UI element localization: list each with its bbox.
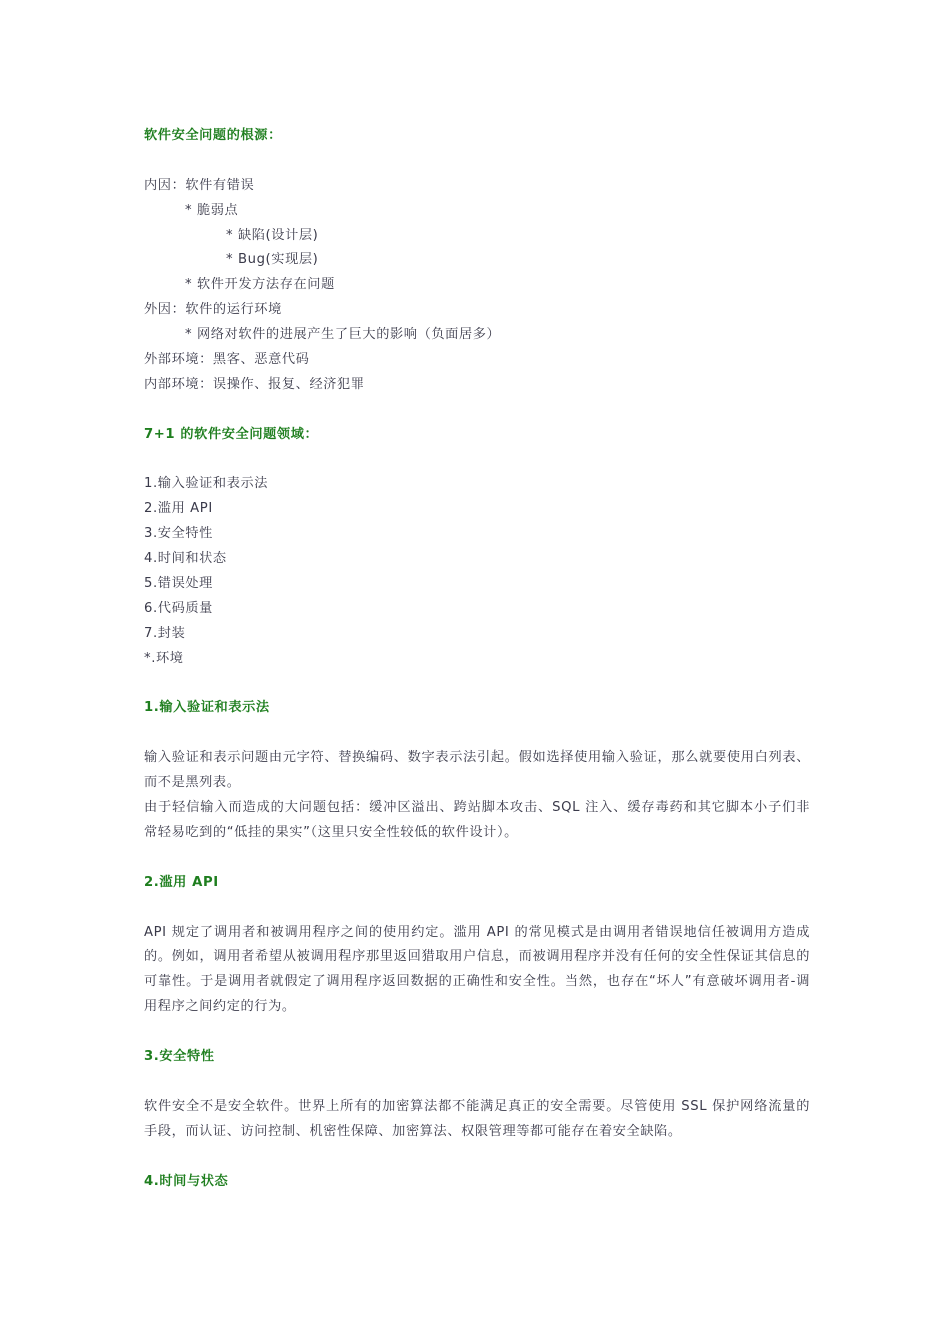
- domain-list-item: 4.时间和状态: [144, 551, 227, 567]
- heading-input-validation: 1.输入验证和表示法: [144, 700, 270, 716]
- domain-list-item: 3.安全特性: [144, 526, 213, 542]
- spacer: [144, 896, 810, 921]
- root-cause-line-vulnerability: * 脆弱点: [185, 202, 239, 218]
- spacer: [144, 149, 810, 174]
- root-cause-line-external: 外因：软件的运行环境: [144, 302, 282, 318]
- domain-list-item: 2.滥用 API: [144, 501, 213, 517]
- spacer: [144, 1145, 810, 1170]
- heading-root-cause: 软件安全问题的根源：: [144, 128, 282, 143]
- root-cause-line-inner-env: 内部环境：误操作、报复、经济犯罪: [144, 376, 365, 392]
- spacer: [144, 448, 810, 473]
- domain-list-item: 7.封装: [144, 625, 186, 641]
- input-validation-paragraph-2: 由于轻信输入而造成的大问题包括：缓冲区溢出、跨站脚本攻击、SQL 注入、缓存毒药和其它脚本小子们非常轻易吃到的“低挂的果实”（这里只安全性较低的软件设计）。: [144, 800, 810, 840]
- root-cause-line-bug: * Bug(实现层): [226, 252, 319, 268]
- domain-list-item: 1.输入验证和表示法: [144, 476, 269, 492]
- root-cause-line-outer-env: 外部环境：黑客、恶意代码: [144, 352, 310, 368]
- root-cause-line-network: * 网络对软件的进展产生了巨大的影响（负面居多）: [185, 327, 501, 343]
- spacer: [144, 1020, 810, 1045]
- spacer: [144, 846, 810, 871]
- spacer: [144, 672, 810, 697]
- heading-security-features: 3.安全特性: [144, 1049, 215, 1065]
- domain-list-item: *.环境: [144, 650, 184, 666]
- spacer: [144, 721, 810, 746]
- heading-time-state: 4.时间与状态: [144, 1173, 229, 1189]
- heading-api-abuse: 2.滥用 API: [144, 874, 219, 890]
- root-cause-line-design-flaw: * 缺陷(设计层): [226, 227, 319, 243]
- document-page: [144, 124, 810, 1194]
- security-features-paragraph: 软件安全不是安全软件。世界上所有的加密算法都不能满足真正的安全需要。尽管使用 SSL 保护网络流量的手段，而认证、访问控制、机密性保障、加密算法、权限管理等都可能存在着安全缺陷。: [144, 1098, 810, 1139]
- spacer: [144, 1070, 810, 1095]
- domain-list-item: 6.代码质量: [144, 600, 213, 616]
- api-abuse-paragraph: API 规定了调用者和被调用程序之间的使用约定。滥用 API 的常见模式是由调用者错误地信任被调用方造成的。例如，调用者希望从被调用程序那里返回猎取用户信息，而被调用程序并没有任何的安全性保证其信息的可靠性。于是调用者就假定了调用程序返回数据的正确性和安全性。当然，也存在“坏人”有意破坏调用者-调用程序之间约定的行为。: [144, 924, 810, 1015]
- spacer: [144, 398, 810, 423]
- input-validation-paragraph-1: 输入验证和表示问题由元字符、替换编码、数字表示法引起。假如选择使用输入验证，那么就要使用白列表、而不是黑列表。: [144, 750, 810, 791]
- domain-list-item: 5.错误处理: [144, 576, 213, 592]
- root-cause-line-internal: 内因：软件有错误: [144, 177, 255, 193]
- root-cause-line-dev-method: * 软件开发方法存在问题: [185, 277, 335, 293]
- heading-domains: 7+1 的软件安全问题领域：: [144, 426, 319, 442]
